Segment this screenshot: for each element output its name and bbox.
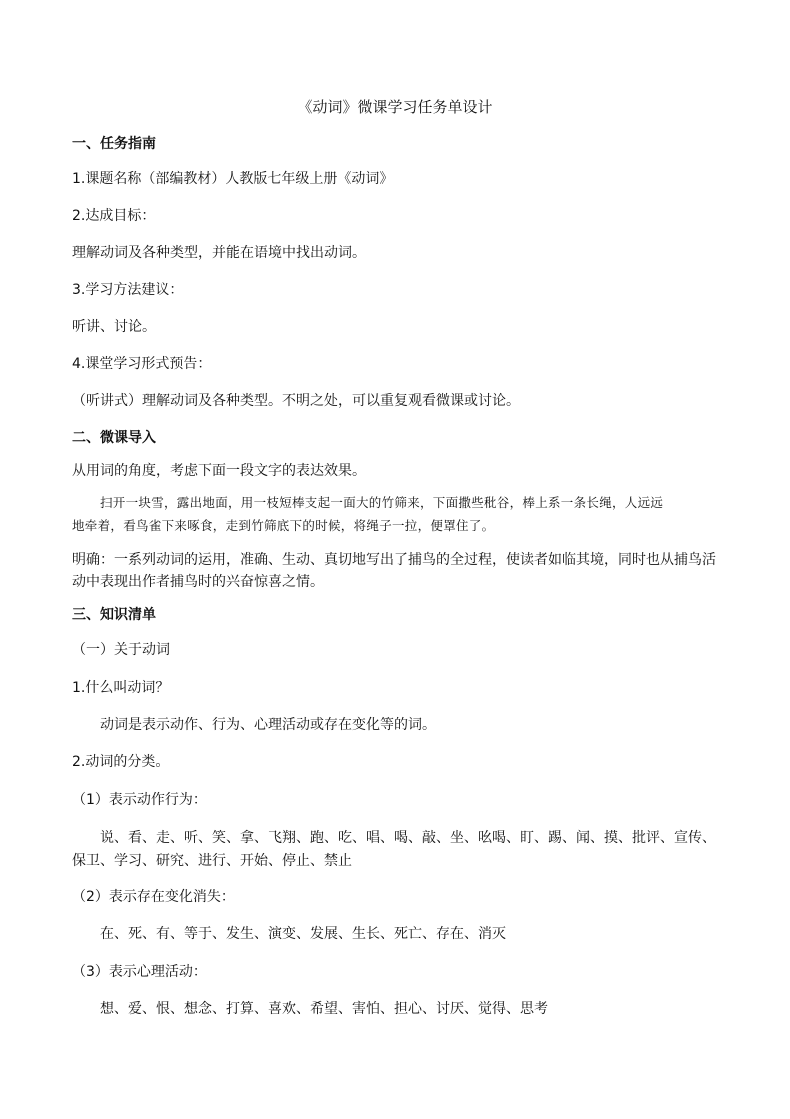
question-what-is-verb: 1.什么叫动词？: [72, 680, 170, 696]
answer-line-1: 明确：一系列动词的运用，准确、生动、真切地写出了捕鸟的全过程，使读者如临其境，同时也从捕鸟活: [72, 552, 716, 568]
method-label: 3.学习方法建议：: [72, 282, 184, 298]
document-title: 《动词》微课学习任务单设计: [297, 98, 493, 116]
quote-line-2: 地牵着，看鸟雀下来啄食，走到竹筛底下的时候，将绳子一拉，便罩住了。: [72, 518, 495, 533]
category-mental-label: （3）表示心理活动：: [72, 964, 207, 980]
answer-line-2: 动中表现出作者捕鸟时的兴奋惊喜之情。: [72, 574, 324, 590]
verb-definition: 动词是表示动作、行为、心理活动或存在变化等的词。: [100, 717, 436, 733]
course-name: 1.课题名称（部编教材）人教版七年级上册《动词》: [72, 171, 394, 187]
category-action-label: （1）表示动作行为：: [72, 792, 207, 808]
category-action-examples-1: 说、看、走、听、笑、拿、飞翔、跑、吃、唱、喝、敲、坐、吆喝、盯、踢、闻、摸、批评、宣传、: [100, 830, 716, 846]
form-label: 4.课堂学习形式预告：: [72, 356, 212, 372]
subsection-about-verbs: （一）关于动词: [72, 642, 170, 658]
category-action-examples-2: 保卫、学习、研究、进行、开始、停止、禁止: [72, 853, 352, 869]
method-text: 听讲、讨论。: [72, 319, 156, 335]
category-existence-label: （2）表示存在变化消失：: [72, 889, 235, 905]
verb-classification-heading: 2.动词的分类。: [72, 754, 170, 770]
section-heading-knowledge: 三、知识清单: [72, 607, 156, 623]
section-heading-task-guide: 一、任务指南: [72, 136, 156, 152]
category-existence-examples: 在、死、有、等于、发生、演变、发展、生长、死亡、存在、消灭: [100, 926, 506, 942]
section-heading-intro: 二、微课导入: [72, 430, 156, 446]
goal-label: 2.达成目标：: [72, 208, 156, 224]
form-text: （听讲式）理解动词及各种类型。不明之处，可以重复观看微课或讨论。: [72, 393, 520, 409]
quote-line-1: 扫开一块雪，露出地面，用一枝短棒支起一面大的竹筛来，下面撒些秕谷，棒上系一条长绳，人远远: [100, 495, 664, 510]
goal-text: 理解动词及各种类型，并能在语境中找出动词。: [72, 245, 366, 261]
intro-text: 从用词的角度，考虑下面一段文字的表达效果。: [72, 463, 366, 479]
category-mental-examples: 想、爱、恨、想念、打算、喜欢、希望、害怕、担心、讨厌、觉得、思考: [100, 1001, 548, 1017]
